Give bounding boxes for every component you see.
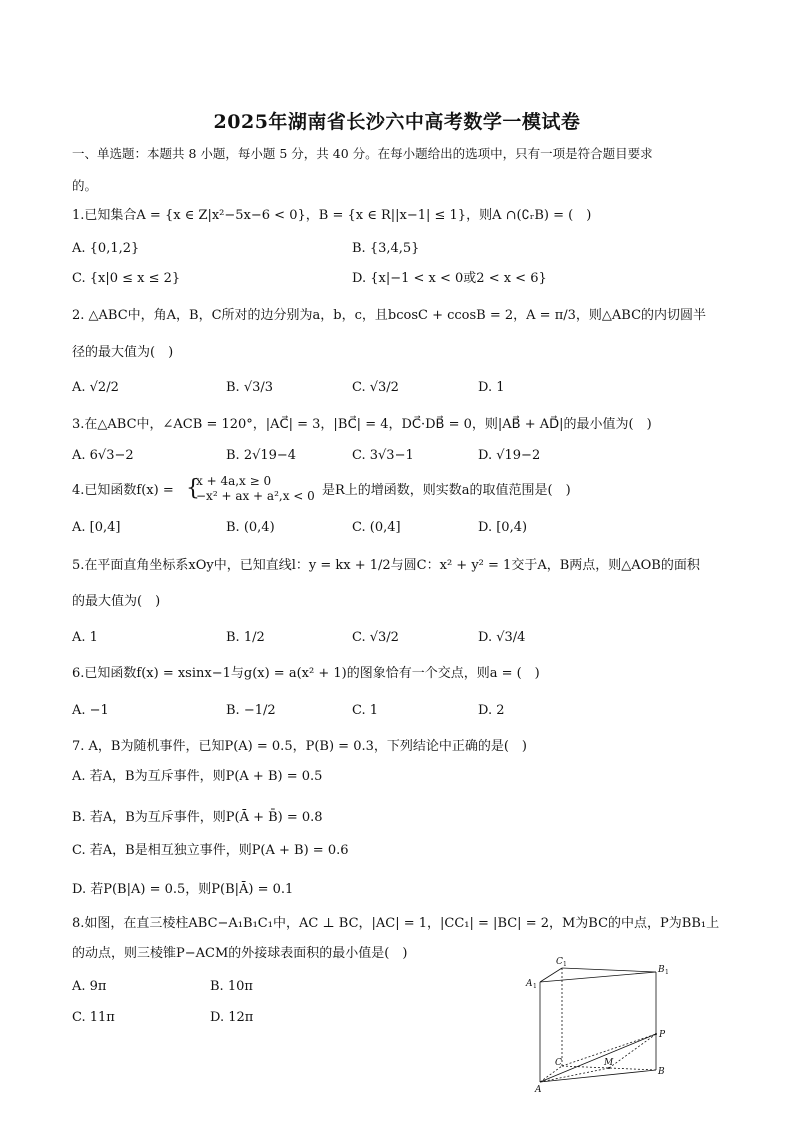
piecewise-case-2: −x² + ax + a²,x < 0 bbox=[196, 489, 315, 503]
q4-option-b: B. (0,4) bbox=[226, 520, 275, 535]
q8-option-a: A. 9π bbox=[72, 979, 107, 994]
question-2: 2. △ABC中，角A，B，C所对的边分别为a，b，c，且bcosC + ccosB = 2，A = π/3，则△ABC的内切圆半 bbox=[72, 308, 707, 323]
q1-option-d: D. {x|−1 < x < 0或2 < x < 6} bbox=[352, 271, 547, 286]
q4-option-a: A. [0,4] bbox=[72, 520, 121, 535]
question-8-cont: 的动点，则三棱锥P−ACM的外接球表面积的最小值是( ) bbox=[72, 946, 408, 961]
q7-option-d: D. 若P(B|A) = 0.5，则P(B|Ā) = 0.1 bbox=[72, 882, 294, 897]
q1-option-c: C. {x|0 ≤ x ≤ 2} bbox=[72, 271, 181, 286]
edge-a1b1 bbox=[540, 972, 656, 982]
label-b1-sub: 1 bbox=[665, 969, 669, 976]
edge-am bbox=[540, 1068, 609, 1082]
exam-title: 2025年湖南省长沙六中高考数学一模试卷 bbox=[213, 111, 581, 133]
label-c1: C bbox=[556, 957, 563, 967]
question-1: 1.已知集合A = {x ∈ Z|x²−5x−6 < 0}，B = {x ∈ R||x−1| ≤ 1}，则A ∩(∁ᵣB) = ( ) bbox=[72, 208, 592, 223]
label-c1-sub: 1 bbox=[563, 961, 567, 968]
section-header-cont: 的。 bbox=[72, 178, 98, 193]
question-4: 4.已知函数f(x) = bbox=[72, 483, 174, 498]
q4-option-c: C. (0,4] bbox=[352, 520, 401, 535]
q2-option-c: C. √3/2 bbox=[352, 380, 399, 395]
q5-option-d: D. √3/4 bbox=[478, 630, 526, 645]
q2-option-b: B. √3/3 bbox=[226, 380, 274, 395]
point-p bbox=[655, 1033, 657, 1035]
q7-option-c: C. 若A，B是相互独立事件，则P(A + B) = 0.6 bbox=[72, 843, 349, 858]
q7-option-b: B. 若A，B为互斥事件，则P(Ā + B̄) = 0.8 bbox=[72, 810, 323, 825]
q2-option-d: D. 1 bbox=[478, 380, 505, 395]
label-b1: B bbox=[658, 965, 665, 975]
question-7: 7. A，B为随机事件，已知P(A) = 0.5，P(B) = 0.3，下列结论中正确的是( ) bbox=[72, 739, 528, 754]
piecewise-case-1: x + 4a,x ≥ 0 bbox=[196, 474, 272, 488]
q6-option-a: A. −1 bbox=[72, 703, 109, 718]
label-m: M bbox=[604, 1058, 614, 1068]
q3-option-c: C. 3√3−1 bbox=[352, 448, 414, 463]
section-header: 一、单选题：本题共 8 小题，每小题 5 分，共 40 分。在每小题给出的选项中，只有一项是符合题目要求 bbox=[72, 146, 653, 161]
label-b: B bbox=[658, 1067, 665, 1077]
label-c: C bbox=[555, 1058, 562, 1068]
question-6: 6.已知函数f(x) = xsinx−1与g(x) = a(x² + 1)的图象恰有一个交点，则a = ( ) bbox=[72, 666, 540, 681]
question-8: 8.如图，在直三棱柱ABC−A₁B₁C₁中，AC ⊥ BC，|AC| = 1，|CC₁| = |BC| = 2，M为BC的中点，P为BB₁上 bbox=[72, 916, 720, 931]
q8-option-b: B. 10π bbox=[210, 979, 253, 994]
edge-ab bbox=[540, 1070, 656, 1082]
label-a1-sub: 1 bbox=[533, 983, 537, 990]
label-a1: A bbox=[526, 979, 533, 989]
prism-figure bbox=[520, 950, 690, 1100]
q4-option-d: D. [0,4) bbox=[478, 520, 528, 535]
edge-a1c1 bbox=[540, 968, 562, 982]
question-4-cont: 是R上的增函数，则实数a的取值范围是( ) bbox=[322, 483, 571, 498]
question-2-cont: 径的最大值为( ) bbox=[72, 345, 174, 360]
q5-option-a: A. 1 bbox=[72, 630, 98, 645]
q5-option-b: B. 1/2 bbox=[226, 630, 265, 645]
q3-option-d: D. √19−2 bbox=[478, 448, 541, 463]
q6-option-b: B. −1/2 bbox=[226, 703, 276, 718]
piecewise-brace: { bbox=[186, 476, 200, 501]
label-a: A bbox=[535, 1085, 542, 1095]
edge-c1b1 bbox=[562, 968, 656, 972]
question-5-cont: 的最大值为( ) bbox=[72, 594, 161, 609]
question-3: 3.在△ABC中，∠ACB = 120°，|AC⃗| = 3，|BC⃗| = 4，DC⃗·DB⃗ = 0，则|AB⃗ + AD⃗|的最小值为( ) bbox=[72, 417, 652, 432]
q3-option-a: A. 6√3−2 bbox=[72, 448, 134, 463]
q8-option-c: C. 11π bbox=[72, 1010, 115, 1025]
q8-option-d: D. 12π bbox=[210, 1010, 254, 1025]
q3-option-b: B. 2√19−4 bbox=[226, 448, 297, 463]
edge-mp bbox=[609, 1034, 656, 1068]
q6-option-d: D. 2 bbox=[478, 703, 505, 718]
q7-option-a: A. 若A，B为互斥事件，则P(A + B) = 0.5 bbox=[72, 769, 323, 784]
q1-option-b: B. {3,4,5} bbox=[352, 241, 420, 256]
q6-option-c: C. 1 bbox=[352, 703, 379, 718]
q5-option-c: C. √3/2 bbox=[352, 630, 399, 645]
q1-option-a: A. {0,1,2} bbox=[72, 241, 140, 256]
label-p: P bbox=[659, 1030, 666, 1040]
question-5: 5.在平面直角坐标系xOy中，已知直线l：y = kx + 1/2与圆C：x² + y² = 1交于A，B两点，则△AOB的面积 bbox=[72, 558, 700, 573]
q2-option-a: A. √2/2 bbox=[72, 380, 119, 395]
